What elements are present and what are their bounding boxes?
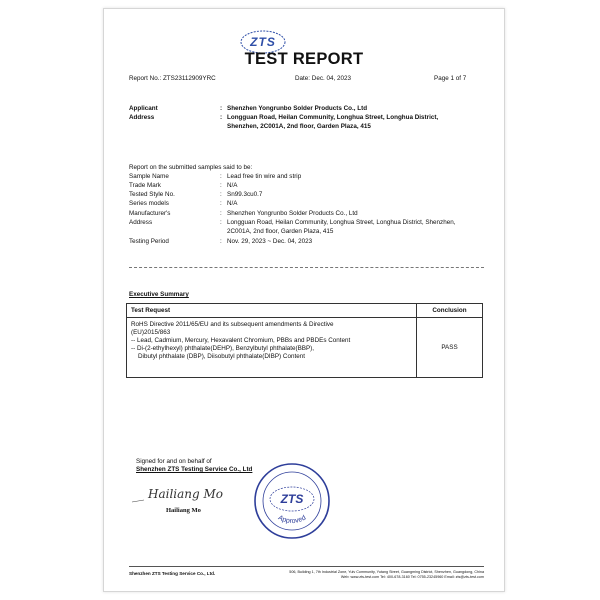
sample-name-label: Sample Name bbox=[129, 173, 169, 180]
footer-divider bbox=[129, 566, 484, 567]
report-date: Date: Dec. 04, 2023 bbox=[295, 75, 352, 82]
sample-name-value: Lead free tin wire and strip bbox=[227, 173, 302, 180]
footer-address bbox=[284, 570, 484, 580]
table-header-row bbox=[127, 304, 483, 318]
request-line: -- Lead, Cadmium, Mercury, Hexavalent Chromium, PBBs and PBDEs Content bbox=[131, 337, 351, 344]
conclusion-header: Conclusion bbox=[417, 304, 483, 318]
page-title: TEST REPORT bbox=[244, 50, 364, 68]
report-number: Report No.: ZTS23112909YRC bbox=[129, 75, 216, 82]
applicant-address-line2: Shenzhen, 2C001A, 2nd floor, Garden Plaza, 415 bbox=[227, 123, 371, 130]
series-models-label: Series models bbox=[129, 200, 169, 207]
executive-summary-heading: Executive Summary bbox=[129, 291, 189, 298]
stamp-logo-text: ZTS bbox=[280, 492, 304, 506]
manufacturer-address-line2: 2C001A, 2nd floor, Garden Plaza, 415 bbox=[227, 228, 334, 235]
manufacturer-colon: : bbox=[220, 210, 222, 217]
testing-period-colon: : bbox=[220, 238, 222, 245]
page-indicator: Page 1 of 7 bbox=[434, 75, 467, 82]
request-line: Dibutyl phthalate (DBP), Diisobutyl phthalate(DIBP) Content bbox=[131, 353, 305, 360]
manufacturer-value: Shenzhen Yongrunbo Solder Products Co., Ltd bbox=[227, 210, 358, 217]
stamp-approved-text: Approved bbox=[276, 514, 308, 526]
style-no-label: Tested Style No. bbox=[129, 191, 175, 198]
series-models-value: N/A bbox=[227, 200, 238, 207]
signature-script-text: Hailiang Mo bbox=[148, 487, 224, 501]
applicant-colon: : bbox=[220, 105, 223, 112]
trade-mark-label: Trade Mark bbox=[129, 182, 161, 189]
request-line: -- Di-(2-ethylhexyl) phthalate(DEHP), Benzylbutyl phthalate(BBP), bbox=[131, 345, 315, 352]
applicant-address-line1: Longguan Road, Heilan Community, Longhua Street, Longhua District, bbox=[227, 114, 439, 121]
sample-name-colon: : bbox=[220, 173, 222, 180]
signed-for-label: Signed for and on behalf of bbox=[136, 458, 212, 465]
handwritten-signature bbox=[130, 480, 240, 506]
style-no-colon: : bbox=[220, 191, 222, 198]
manufacturer-address-line1: Longguan Road, Heilan Community, Longhua Street, Longhua District, Shenzhen, bbox=[227, 219, 456, 226]
trade-mark-colon: : bbox=[220, 182, 222, 189]
test-request-header: Test Request bbox=[127, 304, 417, 318]
executive-summary-table bbox=[126, 303, 483, 378]
samples-intro: Report on the submitted samples said to be: bbox=[129, 164, 253, 171]
report-sheet bbox=[103, 8, 505, 592]
testing-period-label: Testing Period bbox=[129, 238, 169, 245]
manufacturer-label: Manufacturer's bbox=[129, 210, 171, 217]
applicant-label: Applicant bbox=[129, 105, 158, 112]
request-line: RoHS Directive 2011/65/EU and its subsequent amendments & Directive bbox=[131, 321, 334, 328]
manufacturer-address-label: Address bbox=[129, 219, 153, 226]
approved-stamp bbox=[252, 461, 332, 541]
testing-period-value: Nov. 29, 2023 ~ Dec. 04, 2023 bbox=[227, 238, 313, 245]
manufacturer-address-colon: : bbox=[220, 219, 222, 226]
footer-contact-line: Web: www.zts-test.com Tel: 400-678-3160 Tel: 0755-23245960 Email: zts@zts-test.com bbox=[340, 575, 484, 579]
section-divider bbox=[129, 267, 484, 268]
logo-text: ZTS bbox=[250, 35, 276, 49]
series-models-colon: : bbox=[220, 200, 222, 207]
applicant-value: Shenzhen Yongrunbo Solder Products Co., Ltd bbox=[227, 105, 368, 112]
request-line: (EU)2015/863 bbox=[131, 329, 171, 336]
svg-text:Approved bbox=[277, 514, 308, 525]
signing-company: Shenzhen ZTS Testing Service Co., Ltd bbox=[136, 466, 253, 473]
style-no-value: Sn99.3cu0.7 bbox=[227, 191, 263, 198]
applicant-address-label: Address bbox=[129, 114, 155, 121]
test-request-cell bbox=[127, 318, 417, 378]
table-row bbox=[127, 318, 483, 378]
conclusion-value: PASS bbox=[417, 318, 483, 378]
applicant-address-colon: : bbox=[220, 114, 223, 121]
footer-address-line1: 506, Building 1, 7th Industrial Zone, Yulv Community, Yutang Street, Guangming District, Shenzhen, Guangdong, China bbox=[289, 570, 484, 574]
footer-company: Shenzhen ZTS Testing Service Co., Ltd. bbox=[129, 571, 216, 576]
signatory-name: Hailiang Mo bbox=[166, 507, 201, 514]
trade-mark-value: N/A bbox=[227, 182, 238, 189]
